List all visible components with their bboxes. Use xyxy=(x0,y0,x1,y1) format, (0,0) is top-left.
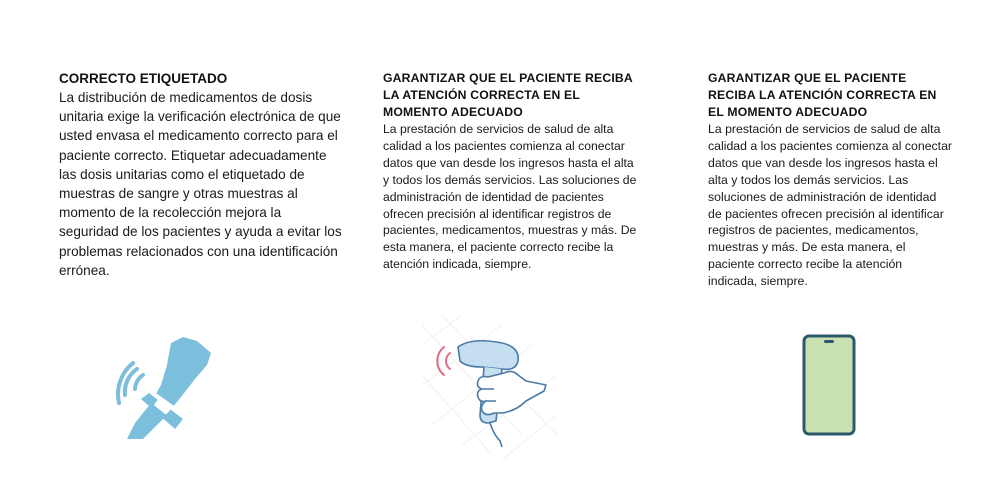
barcode-scanner-icon xyxy=(422,315,557,460)
column-body: La distribución de medicamentos de dosis unitaria exige la verificación electrónica de que usted envasa el medicamento correcto para el paciente correcto. Etiquetar adecuadamente las dosis unitarias como el etiquetado de muestras de sangre y otras muestras al momento de la recolección mejora la seguridad de los pacientes y ayuda a evitar los problemas relacionados con una identificación errónea. xyxy=(59,90,342,278)
smartphone-icon xyxy=(802,334,856,436)
wristband-icon xyxy=(115,335,215,440)
column-correct-labeling xyxy=(59,70,344,280)
column-body: La prestación de servicios de salud de alta calidad a los pacientes comienza al conectar datos que van desde los ingresos hasta el alta y todos los demás servicios. Las soluciones de administración de identidad de pacientes ofrecen precisión al identificar registros de pacientes, medicamentos, muestras y más. De esta manera, el paciente correcto recibe la atención indicada, siempre. xyxy=(708,122,953,289)
column-heading: GARANTIZAR QUE EL PACIENTE RECIBA LA ATENCIÓN CORRECTA EN EL MOMENTO ADECUADO xyxy=(383,71,633,119)
column-body: La prestación de servicios de salud de alta calidad a los pacientes comienza al conectar datos que van desde los ingresos hasta el alta y todos los demás servicios. Las soluciones de administración de identidad de pacientes ofrecen precisión al identificar registros de pacientes, medicamentos, muestras y más. De esta manera, el paciente correcto recibe la atención indicada, siempre. xyxy=(383,122,637,272)
column-correct-care-repeat xyxy=(708,70,953,290)
column-correct-care xyxy=(383,70,638,273)
column-heading: CORRECTO ETIQUETADO xyxy=(59,71,228,86)
column-heading: GARANTIZAR QUE EL PACIENTE RECIBA LA ATENCIÓN CORRECTA EN EL MOMENTO ADECUADO xyxy=(708,71,937,119)
